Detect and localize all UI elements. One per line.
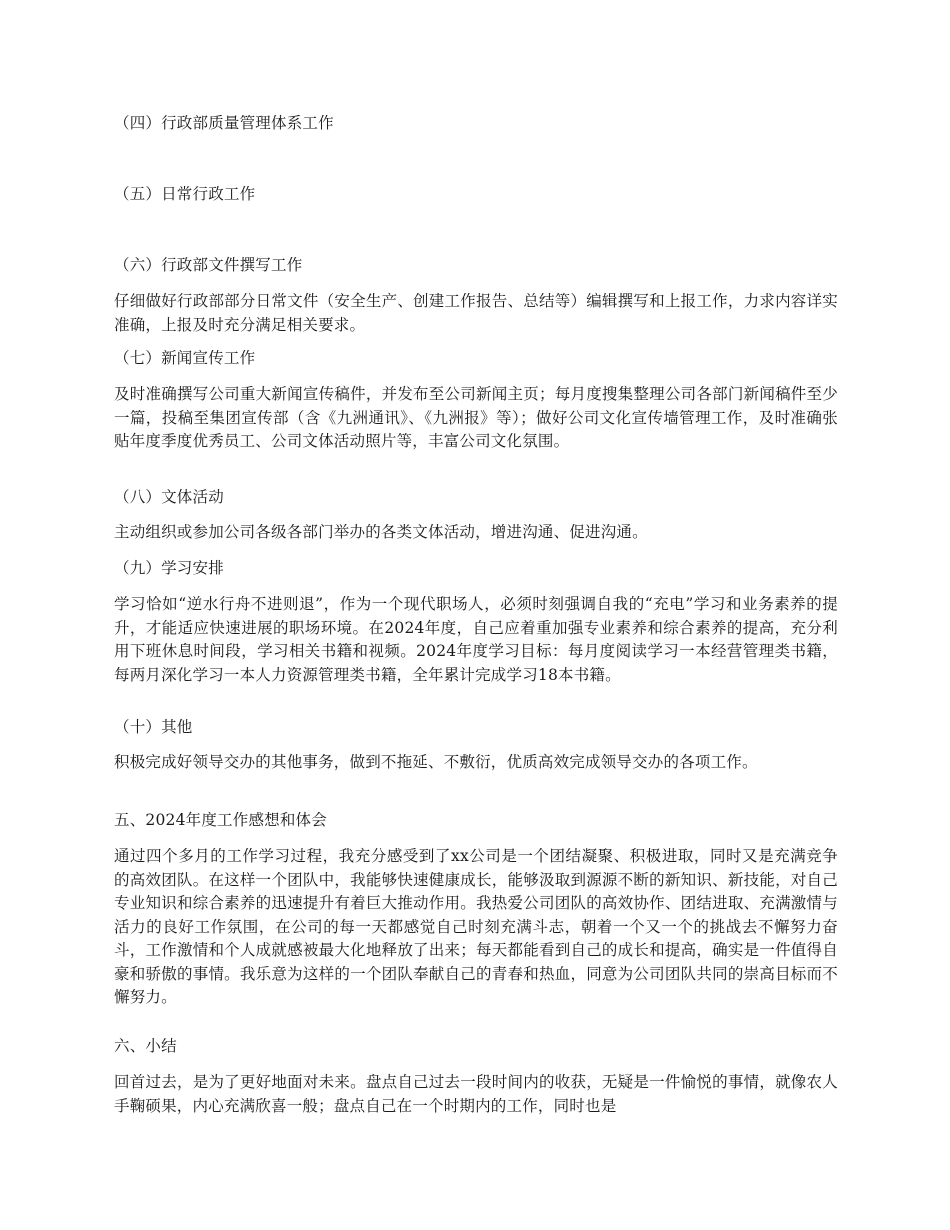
section-heading-9: （九）学习安排 [114,559,224,577]
section-heading-5: （五）日常行政工作 [114,185,256,203]
paragraph-news-publicity: 及时准确撰写公司重大新闻宣传稿件，并发布至公司新闻主页；每月度搜集整理公司各部门新闻稿件至少一篇，投稿至集团宣传部（含《九洲通讯》、《九洲报》等）；做好公司文化宣传墙管理工作，及时准确张贴年度季度优秀员工、公司文体活动照片等，丰富公司文化氛围。 [114,385,838,450]
section-heading-7: （七）新闻宣传工作 [114,349,256,367]
paragraph-document-writing: 仔细做好行政部部分日常文件（安全生产、创建工作报告、总结等）编辑撰写和上报工作，力求内容详实准确，上报及时充分满足相关要求。 [114,292,838,334]
section-heading-10: （十）其他 [114,718,193,736]
section-heading-6: （六）行政部文件撰写工作 [114,256,303,274]
section-heading-five: 五、2024年度工作感想和体会 [114,811,327,829]
paragraph-summary: 回首过去，是为了更好地面对未来。盘点自己过去一段时间内的收获，无疑是一件愉悦的事情，就像农人手鞠硕果，内心充满欣喜一般；盘点自己在一个时期内的工作，同时也是 [114,1073,838,1115]
paragraph-reflections: 通过四个多月的工作学习过程，我充分感受到了xx公司是一个团结凝聚、积极进取，同时又是充满竞争的高效团队。在这样一个团队中，我能够快速健康成长，能够汲取到源源不断的新知识、新技能，对自己专业知识和综合素养的迅速提升有着巨大推动作用。我热爱公司团队的高效协作、团结进取、充满激情与活力的良好工作氛围，在公司的每一天都感觉自己时刻充满斗志，朝着一个又一个的挑战去不懈努力奋斗，工作激情和个人成就感被最大化地释放了出来；每天都能看到自己的成长和提高，确实是一件值得自豪和骄傲的事情。我乐意为这样的一个团队奉献自己的青春和热血，同意为公司团队共同的崇高目标而不懈努力。 [114,847,838,1006]
section-heading-4: （四）行政部质量管理体系工作 [114,114,334,132]
section-heading-8: （八）文体活动 [114,488,224,506]
paragraph-study-plan: 学习恰如“逆水行舟不进则退”，作为一个现代职场人，必须时刻强调自我的“充电”学习和业务素养的提升，才能适应快速进展的职场环境。在2024年度，自己应着重加强专业素养和综合素养的提高，充分利用下班休息时间段，学习相关书籍和视频。2024年度学习目标：每月度阅读学习一本经营管理类书籍，每两月深化学习一本人力资源管理类书籍，全年累计完成学习18本书籍。 [114,595,838,684]
paragraph-cultural-activities: 主动组织或参加公司各级各部门举办的各类文体活动，增进沟通、促进沟通。 [114,523,648,541]
section-heading-six: 六、小结 [114,1037,177,1055]
paragraph-other: 积极完成好领导交办的其他事务，做到不拖延、不敷衍，优质高效完成领导交办的各项工作。 [114,753,758,771]
